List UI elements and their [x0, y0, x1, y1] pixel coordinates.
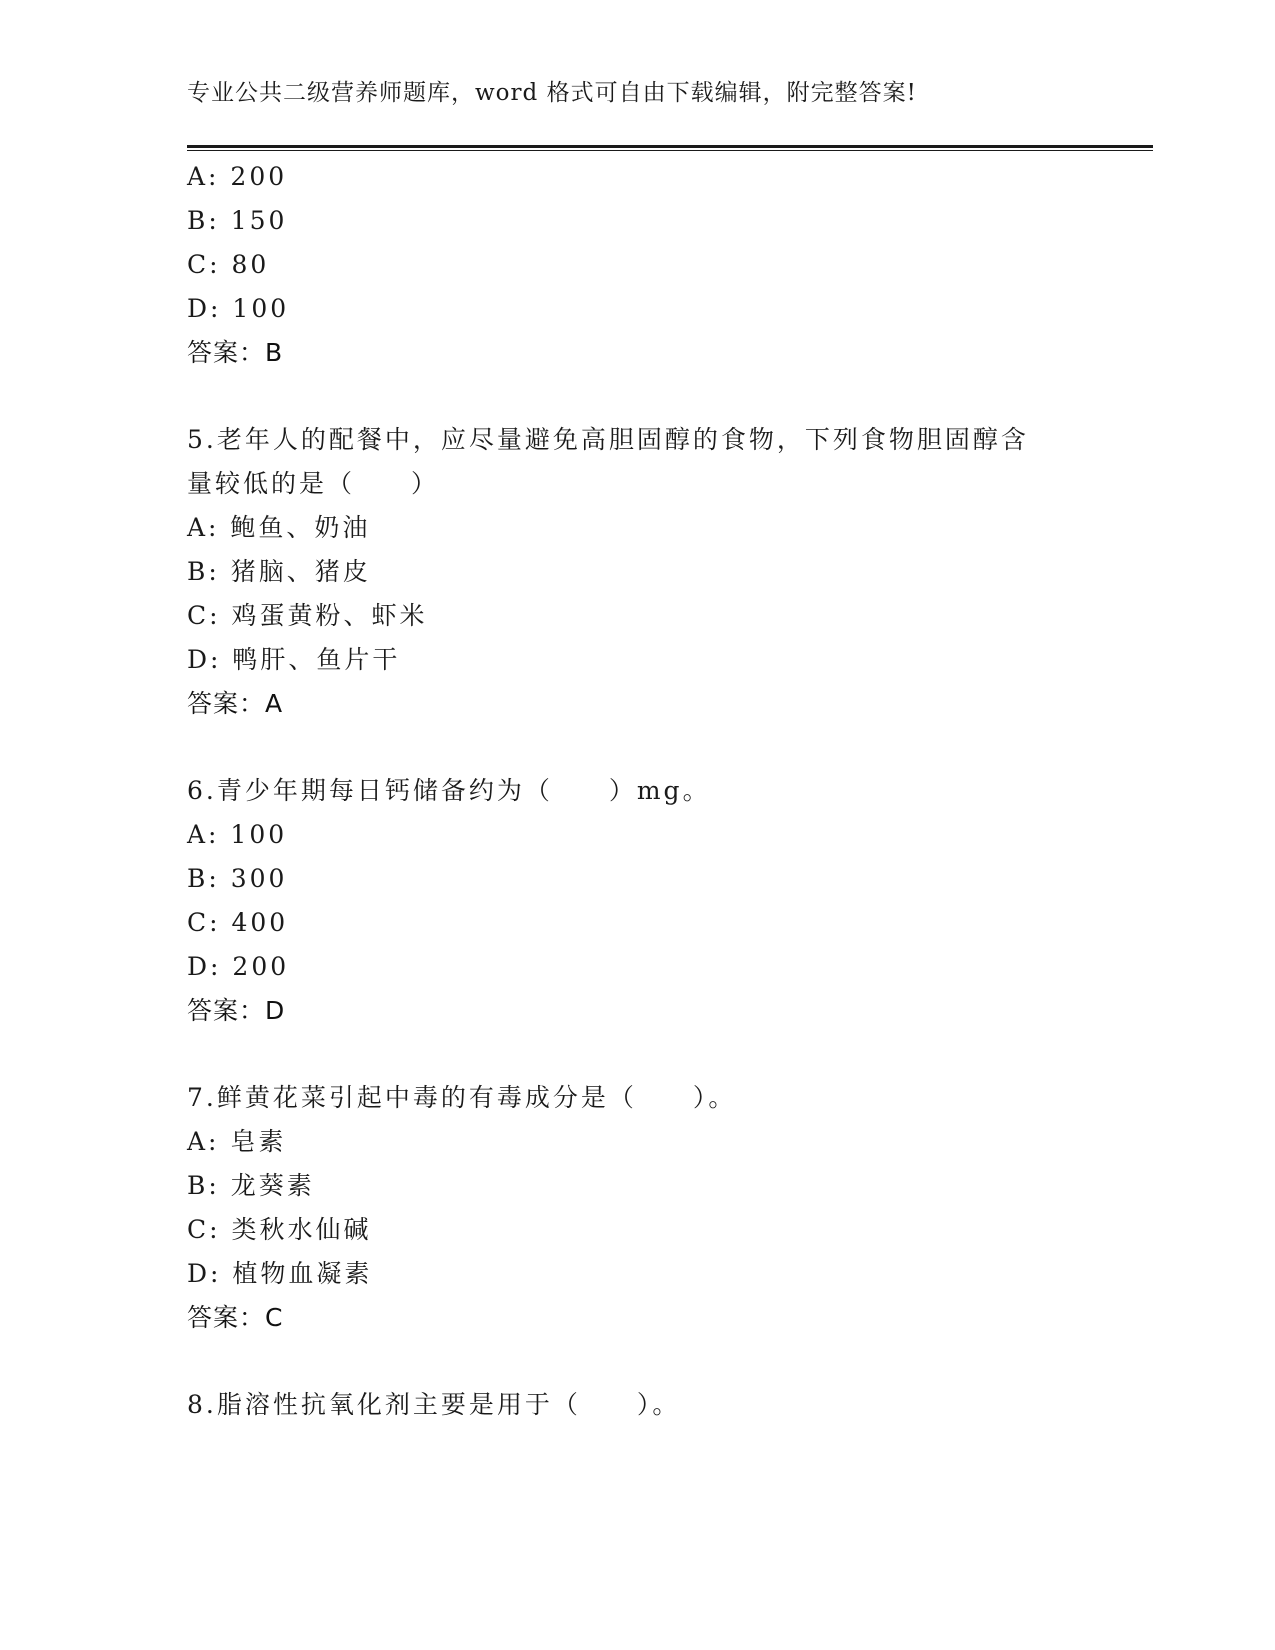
q5-option-c: C: 鸡蛋黄粉、虾米 [187, 601, 428, 630]
q4-option-c: C: 80 [187, 250, 270, 279]
q7-option-b: B: 龙葵素 [187, 1171, 315, 1200]
q5-answer: 答案：A [187, 689, 284, 718]
q6-answer: 答案：D [187, 996, 286, 1025]
q7-option-a: A: 皂素 [187, 1127, 287, 1156]
q4-option-d: D: 100 [187, 294, 290, 323]
header-divider [187, 145, 1153, 151]
q6-option-a: A: 100 [187, 820, 288, 849]
q7-option-d: D: 植物血凝素 [187, 1259, 373, 1288]
q8-stem: 8.脂溶性抗氧化剂主要是用于（ ）。 [187, 1390, 681, 1419]
q7-option-c: C: 类秋水仙碱 [187, 1215, 372, 1244]
q6-stem: 6.青少年期每日钙储备约为（ ）mg。 [187, 776, 711, 805]
q5-option-a: A: 鲍鱼、奶油 [187, 513, 371, 542]
q4-option-b: B: 150 [187, 206, 288, 235]
q5-option-d: D: 鸭肝、鱼片干 [187, 645, 401, 674]
q5-stem-line1: 5.老年人的配餐中，应尽量避免高胆固醇的食物，下列食物胆固醇含 [187, 425, 1029, 454]
header-divider-thick [187, 145, 1153, 148]
q6-option-b: B: 300 [187, 864, 288, 893]
q7-answer: 答案：C [187, 1303, 284, 1332]
page-header: 专业公共二级营养师题库，word 格式可自由下载编辑，附完整答案! [187, 80, 917, 106]
q4-answer: 答案：B [187, 338, 284, 367]
q4-option-a: A: 200 [187, 162, 288, 191]
header-divider-thin [187, 150, 1153, 151]
q5-option-b: B: 猪脑、猪皮 [187, 557, 371, 586]
q6-option-d: D: 200 [187, 952, 290, 981]
q6-option-c: C: 400 [187, 908, 289, 937]
q7-stem: 7.鲜黄花菜引起中毒的有毒成分是（ ）。 [187, 1083, 737, 1112]
q5-stem-line2: 量较低的是（ ） [187, 469, 440, 498]
